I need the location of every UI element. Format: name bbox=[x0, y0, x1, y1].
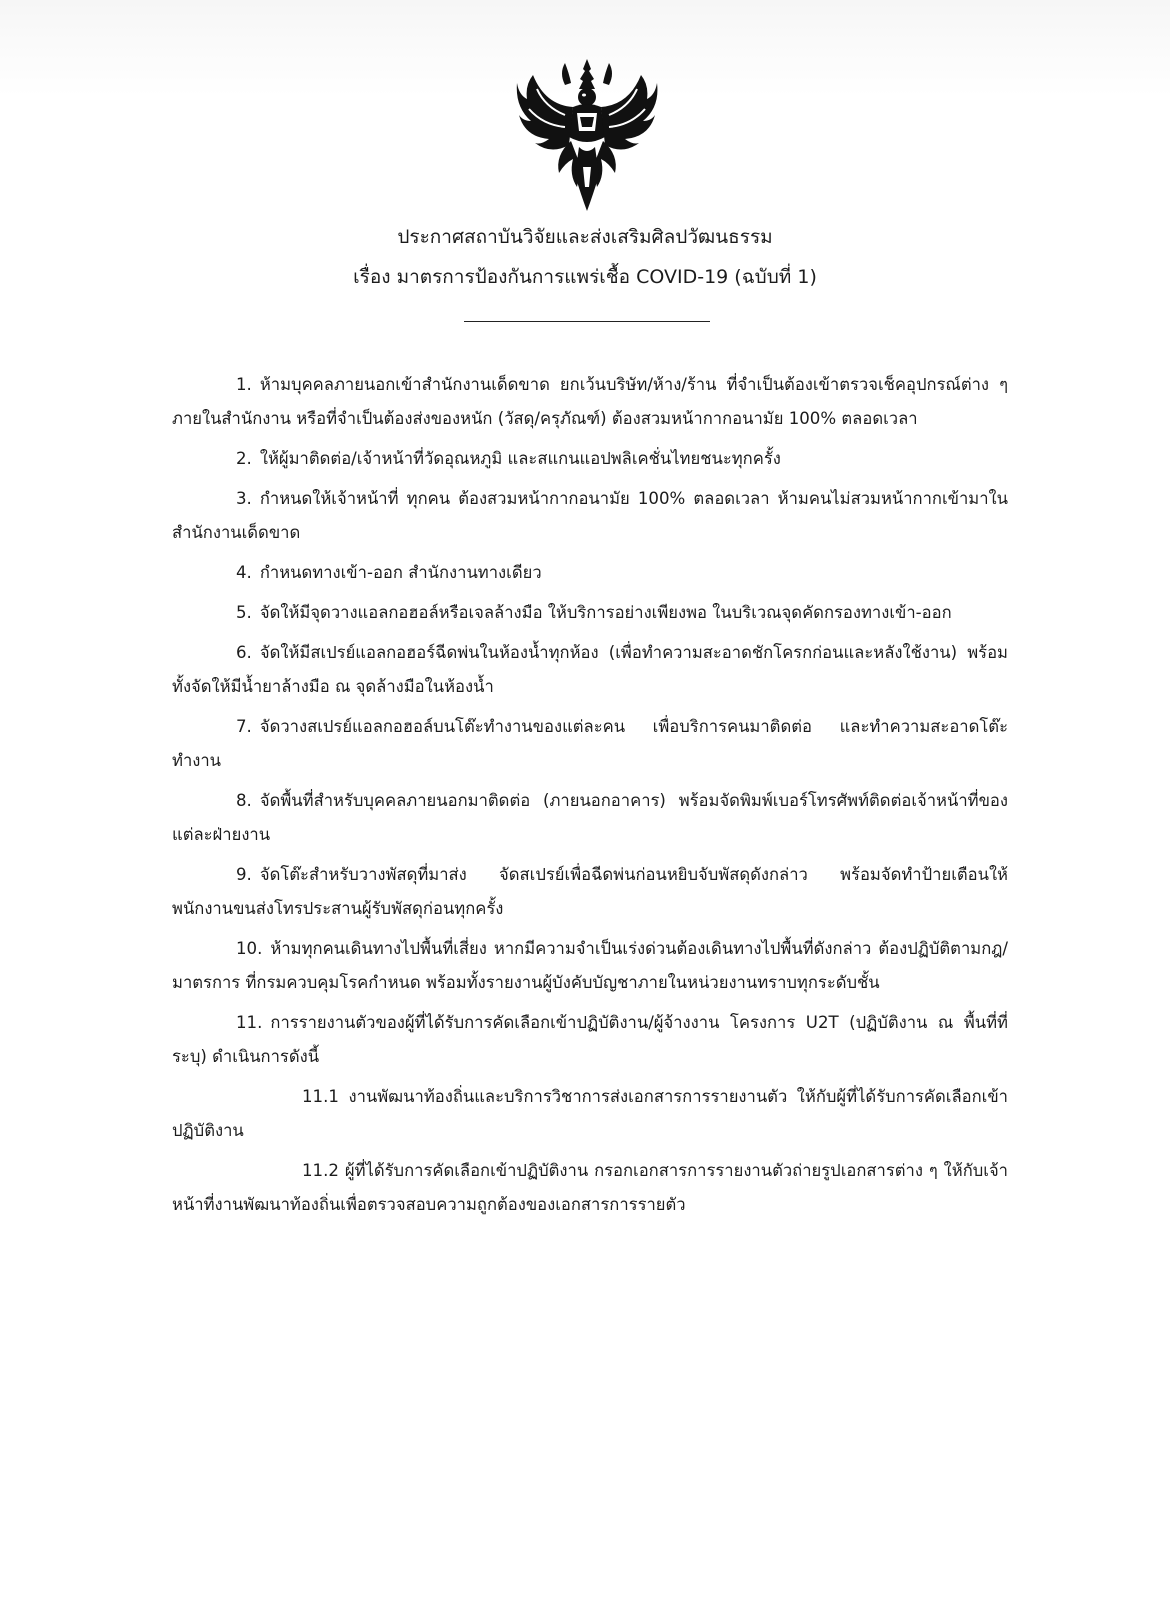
list-item: 8. จัดพื้นที่สำหรับบุคคลภายนอกมาติดต่อ (ภายนอกอาคาร) พร้อมจัดพิมพ์เบอร์โทรศัพท์ติดต่อเจ้าหน้าที่ของแต่ละฝ่ายงาน bbox=[172, 791, 1008, 844]
list-item: 9. จัดโต๊ะสำหรับวางพัสดุที่มาส่ง จัดสเปรย์เพื่อฉีดพ่นก่อนหยิบจับพัสดุดังกล่าว พร้อมจัดทำป้ายเตือนให้พนักงานขนส่งโทรประสานผู้รับพัสดุก่อนทุกครั้ง bbox=[172, 865, 1008, 918]
announcement-body bbox=[172, 368, 1008, 1228]
list-item: 11. การรายงานตัวของผู้ที่ได้รับการคัดเลือกเข้าปฏิบัติงาน/ผู้จ้างงาน โครงการ U2T (ปฏิบัติงาน ณ พื้นที่ที่ระบุ) ดำเนินการดังนี้ bbox=[172, 1013, 1008, 1066]
list-item: 10. ห้ามทุกคนเดินทางไปพื้นที่เสี่ยง หากมีความจำเป็นเร่งด่วนต้องเดินทางไปพื้นที่ดังกล่าว ต้องปฏิบัติตามกฎ/มาตรการ ที่กรมควบคุมโรคกำหนด พร้อมทั้งรายงานผู้บังคับบัญชาภายในหน่วยงานทราบทุกระดับชั้น bbox=[172, 939, 1008, 992]
list-item: 7. จัดวางสเปรย์แอลกอฮอล์บนโต๊ะทำงานของแต่ละคน เพื่อบริการคนมาติดต่อ และทำความสะอาดโต๊ะทำงาน bbox=[172, 717, 1008, 770]
garuda-emblem-icon bbox=[515, 55, 660, 215]
sub-list-item: 11.1 งานพัฒนาท้องถิ่นและบริการวิชาการส่งเอกสารการรายงานตัว ให้กับผู้ที่ได้รับการคัดเลือกเข้าปฏิบัติงาน bbox=[172, 1087, 1008, 1140]
announcement-subject: เรื่อง มาตรการป้องกันการแพร่เชื้อ COVID-19 (ฉบับที่ 1) bbox=[353, 266, 817, 288]
announcement-title: ประกาศสถาบันวิจัยและส่งเสริมศิลปวัฒนธรรม bbox=[397, 226, 773, 248]
list-item: 6. จัดให้มีสเปรย์แอลกอฮอร์ฉีดพ่นในห้องน้ำทุกห้อง (เพื่อทำความสะอาดชักโครกก่อนและหลังใช้งาน) พร้อมทั้งจัดให้มีน้ำยาล้างมือ ณ จุดล้างมือในห้องน้ำ bbox=[172, 643, 1008, 696]
list-item: 2. ให้ผู้มาติดต่อ/เจ้าหน้าที่วัดอุณหภูมิ และสแกนแอปพลิเคชั่นไทยชนะทุกครั้ง bbox=[236, 449, 781, 468]
list-item: 3. กำหนดให้เจ้าหน้าที่ ทุกคน ต้องสวมหน้ากากอนามัย 100% ตลอดเวลา ห้ามคนไม่สวมหน้ากากเข้ามาในสำนักงานเด็ดขาด bbox=[172, 489, 1008, 542]
list-item: 4. กำหนดทางเข้า-ออก สำนักงานทางเดียว bbox=[236, 563, 542, 582]
list-item: 1. ห้ามบุคคลภายนอกเข้าสำนักงานเด็ดขาด ยกเว้นบริษัท/ห้าง/ร้าน ที่จำเป็นต้องเข้าตรวจเช็คอุปกรณ์ต่าง ๆ ภายในสำนักงาน หรือที่จำเป็นต้องส่งของหนัก (วัสดุ/ครุภัณฑ์) ต้องสวมหน้ากากอนามัย 100% ตลอดเวลา bbox=[172, 375, 1008, 428]
sub-list-item: 11.2 ผู้ที่ได้รับการคัดเลือกเข้าปฏิบัติงาน กรอกเอกสารการรายงานตัวถ่ายรูปเอกสารต่าง ๆ ให้กับเจ้าหน้าที่งานพัฒนาท้องถิ่นเพื่อตรวจสอบความถูกต้องของเอกสารการรายตัว bbox=[172, 1161, 1008, 1214]
title-divider bbox=[464, 321, 710, 322]
list-item: 5. จัดให้มีจุดวางแอลกอฮอล์หรือเจลล้างมือ ให้บริการอย่างเพียงพอ ในบริเวณจุดคัดกรองทางเข้า-ออก bbox=[236, 603, 952, 622]
